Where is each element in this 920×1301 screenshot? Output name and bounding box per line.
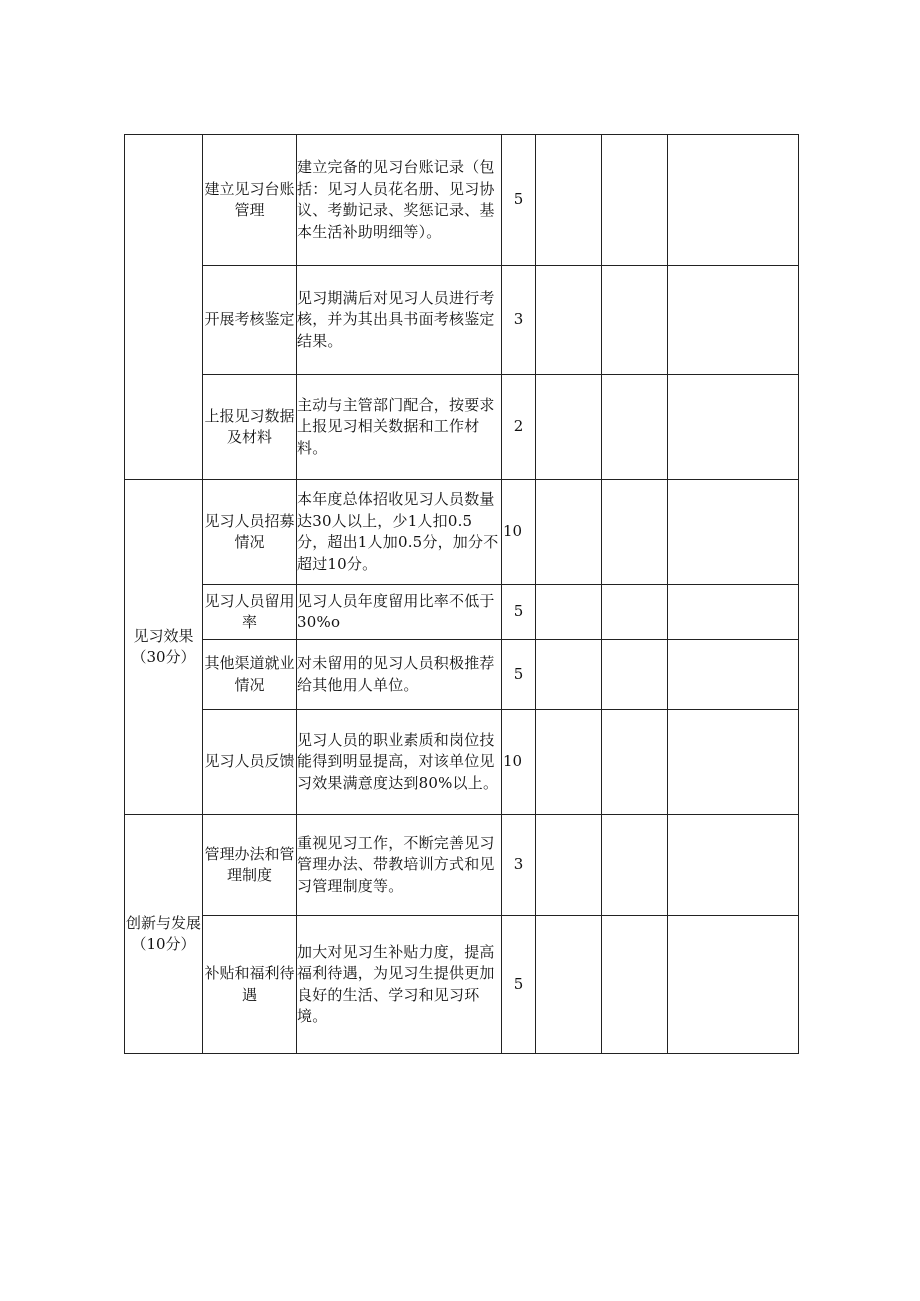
blank-cell [536, 916, 602, 1054]
category-cell: 创新与发展（10分） [125, 815, 203, 1054]
score-cell: 2 [502, 375, 536, 480]
item-cell: 上报见习数据及材料 [203, 375, 297, 480]
blank-cell [536, 710, 602, 815]
category-cell: 见习效果（30分） [125, 480, 203, 815]
table-row [125, 710, 799, 815]
criteria-cell: 加大对见习生补贴力度，提高福利待遇，为见习生提供更加良好的生活、学习和见习环境。 [297, 916, 502, 1054]
criteria-cell: 重视见习工作，不断完善见习管理办法、带教培训方式和见习管理制度等。 [297, 815, 502, 916]
blank-cell [536, 585, 602, 640]
item-cell: 其他渠道就业情况 [203, 640, 297, 710]
blank-cell [602, 266, 668, 375]
item-cell: 见习人员留用率 [203, 585, 297, 640]
table-row [125, 480, 799, 585]
blank-cell [668, 266, 799, 375]
blank-cell [536, 266, 602, 375]
category-cell [125, 135, 203, 480]
score-cell: 5 [502, 135, 536, 266]
blank-cell [602, 710, 668, 815]
criteria-cell: 对未留用的见习人员积极推荐给其他用人单位。 [297, 640, 502, 710]
blank-cell [668, 135, 799, 266]
item-cell: 开展考核鉴定 [203, 266, 297, 375]
blank-cell [668, 480, 799, 585]
table-row [125, 266, 799, 375]
table-row [125, 135, 799, 266]
blank-cell [536, 815, 602, 916]
table-row [125, 916, 799, 1054]
criteria-cell: 见习人员年度留用比率不低于30%o [297, 585, 502, 640]
score-cell: 3 [502, 266, 536, 375]
blank-cell [602, 916, 668, 1054]
item-cell: 见习人员反馈 [203, 710, 297, 815]
criteria-cell: 见习期满后对见习人员进行考核，并为其出具书面考核鉴定结果。 [297, 266, 502, 375]
blank-cell [536, 135, 602, 266]
score-cell: 10 [502, 480, 536, 585]
score-cell: 5 [502, 640, 536, 710]
blank-cell [668, 375, 799, 480]
item-cell: 建立见习台账管理 [203, 135, 297, 266]
blank-cell [602, 480, 668, 585]
blank-cell [602, 640, 668, 710]
table-row [125, 640, 799, 710]
item-cell: 见习人员招募情况 [203, 480, 297, 585]
criteria-cell: 本年度总体招收见习人员数量达30人以上，少1人扣0.5分，超出1人加0.5分，加分不超过10分。 [297, 480, 502, 585]
score-cell: 5 [502, 585, 536, 640]
table-row [125, 375, 799, 480]
criteria-cell: 主动与主管部门配合，按要求上报见习相关数据和工作材料。 [297, 375, 502, 480]
score-cell: 3 [502, 815, 536, 916]
blank-cell [536, 480, 602, 585]
item-cell: 管理办法和管理制度 [203, 815, 297, 916]
assessment-table [124, 134, 799, 1054]
blank-cell [668, 815, 799, 916]
blank-cell [536, 375, 602, 480]
blank-cell [602, 375, 668, 480]
blank-cell [602, 585, 668, 640]
blank-cell [668, 710, 799, 815]
blank-cell [668, 640, 799, 710]
score-cell: 10 [502, 710, 536, 815]
item-cell: 补贴和福利待遇 [203, 916, 297, 1054]
criteria-cell: 见习人员的职业素质和岗位技能得到明显提高，对该单位见习效果满意度达到80%以上。 [297, 710, 502, 815]
blank-cell [668, 585, 799, 640]
table-row [125, 585, 799, 640]
blank-cell [668, 916, 799, 1054]
score-cell: 5 [502, 916, 536, 1054]
criteria-cell: 建立完备的见习台账记录（包括：见习人员花名册、见习协议、考勤记录、奖惩记录、基本生活补助明细等）。 [297, 135, 502, 266]
blank-cell [602, 815, 668, 916]
blank-cell [602, 135, 668, 266]
table-row [125, 815, 799, 916]
blank-cell [536, 640, 602, 710]
